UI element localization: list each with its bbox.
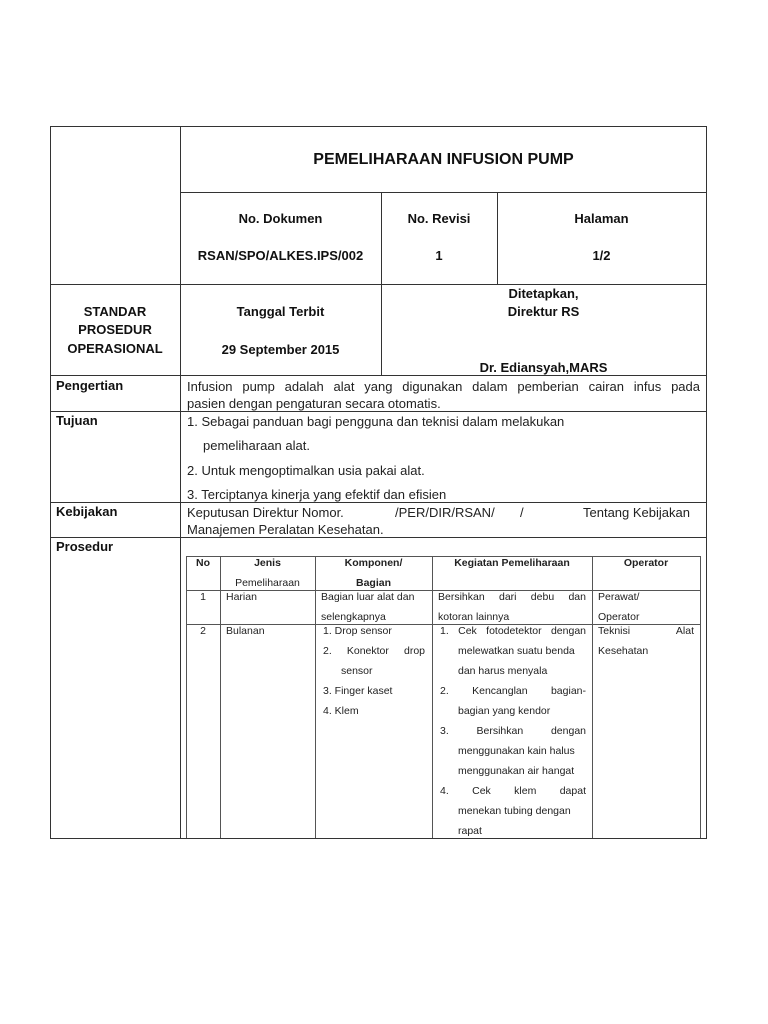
no-revisi-label: No. Revisi bbox=[407, 211, 471, 226]
row1-kegiatan-1: Bersihkan dari debu dan bbox=[438, 591, 586, 603]
sop-label-line2: PROSEDUR bbox=[78, 322, 152, 337]
row1-komponen-2: selengkapnya bbox=[321, 611, 386, 623]
inner-col-kegiatan bbox=[432, 556, 433, 838]
th-komponen-2: Bagian bbox=[355, 577, 391, 589]
kebijakan-text-a: Keputusan Direktur Nomor. bbox=[187, 505, 344, 520]
row1-operator-2: Operator bbox=[598, 611, 640, 623]
tanggal-terbit-label: Tanggal Terbit bbox=[236, 304, 325, 319]
tujuan-item-2: 2. Untuk mengoptimalkan usia pakai alat. bbox=[187, 463, 425, 478]
page-title: PEMELIHARAAN INFUSION PUMP bbox=[313, 151, 574, 168]
tujuan-item-3: 3. Terciptanya kinerja yang efektif dan efisien bbox=[187, 487, 447, 502]
row2-kegiatan-1: 1. Cek fotodetektor dengan bbox=[440, 625, 586, 637]
tanggal-terbit-value: 29 September 2015 bbox=[221, 342, 340, 357]
row2-kegiatan-11: rapat bbox=[458, 825, 482, 837]
halaman-label: Halaman bbox=[574, 211, 629, 226]
kebijakan-text-c: / bbox=[520, 505, 524, 520]
pengertian-label: Pengertian bbox=[56, 378, 124, 393]
row2-kegiatan-8: menggunakan air hangat bbox=[458, 765, 575, 777]
row2-komponen-3: sensor bbox=[341, 665, 373, 677]
th-kegiatan: Kegiatan Pemeliharaan bbox=[454, 557, 570, 569]
border-header-title bbox=[180, 192, 707, 193]
pengertian-text-line2: pasien dengan pengaturan secara otomatis. bbox=[187, 396, 441, 411]
row1-komponen-1: Bagian luar alat dan bbox=[321, 591, 415, 603]
sop-label-line3: OPERASIONAL bbox=[67, 341, 163, 356]
border-col1 bbox=[180, 126, 181, 838]
halaman-value: 1/2 bbox=[592, 248, 611, 263]
sop-label-line1: STANDAR bbox=[83, 304, 147, 319]
pengertian-text-line1: Infusion pump adalah alat yang digunakan dalam pemberian cairan infus pada bbox=[187, 379, 700, 394]
inner-col-komponen bbox=[315, 556, 316, 838]
row1-no: 1 bbox=[200, 591, 206, 603]
th-operator: Operator bbox=[623, 557, 669, 569]
border-sop bbox=[50, 375, 707, 376]
row2-kegiatan-2: melewatkan suatu benda bbox=[458, 645, 575, 657]
inner-col-operator bbox=[592, 556, 593, 838]
kebijakan-text-d: Tentang Kebijakan bbox=[583, 505, 690, 520]
inner-col-jenis bbox=[220, 556, 221, 838]
border-col3 bbox=[497, 192, 498, 284]
border-right bbox=[706, 126, 707, 838]
prosedur-label: Prosedur bbox=[56, 539, 114, 554]
th-jenis-2: Pemeliharaan bbox=[235, 577, 300, 589]
row2-operator-1: Teknisi Alat bbox=[598, 625, 694, 637]
row2-no: 2 bbox=[200, 625, 206, 637]
row1-operator-1: Perawat/ bbox=[598, 591, 640, 603]
tujuan-item-1b: pemeliharaan alat. bbox=[203, 438, 310, 453]
row2-kegiatan-5: bagian yang kendor bbox=[458, 705, 551, 717]
row2-kegiatan-3: dan harus menyala bbox=[458, 665, 548, 677]
row2-kegiatan-6: 3. Bersihkan dengan bbox=[440, 725, 586, 737]
row2-komponen-5: 4. Klem bbox=[323, 705, 359, 717]
tujuan-label: Tujuan bbox=[56, 413, 98, 428]
row2-kegiatan-9: 4. Cek klem dapat bbox=[440, 785, 586, 797]
no-revisi-value: 1 bbox=[435, 248, 443, 263]
row2-kegiatan-10: menekan tubing dengan bbox=[458, 805, 571, 817]
kebijakan-text-line2: Manajemen Peralatan Kesehatan. bbox=[187, 522, 384, 537]
inner-table-right bbox=[700, 556, 701, 838]
kebijakan-label: Kebijakan bbox=[56, 504, 118, 519]
row2-kegiatan-4: 2. Kencanglan bagian- bbox=[440, 685, 586, 697]
direktur-label: Direktur RS bbox=[507, 304, 580, 319]
th-jenis-1: Jenis bbox=[254, 557, 281, 569]
ditetapkan-label: Ditetapkan, bbox=[508, 286, 579, 301]
row1-kegiatan-2: kotoran lainnya bbox=[438, 611, 510, 623]
row2-jenis: Bulanan bbox=[226, 625, 265, 637]
kebijakan-text-b: /PER/DIR/RSAN/ bbox=[395, 505, 495, 520]
row2-komponen-4: 3. Finger kaset bbox=[323, 685, 393, 697]
tujuan-item-1a: 1. Sebagai panduan bagi pengguna dan teknisi dalam melakukan bbox=[187, 414, 565, 429]
row2-kegiatan-7: menggunakan kain halus bbox=[458, 745, 575, 757]
border-bottom bbox=[50, 838, 707, 839]
no-dokumen-label: No. Dokumen bbox=[238, 211, 323, 226]
border-top bbox=[50, 126, 707, 127]
th-komponen-1: Komponen/ bbox=[344, 557, 403, 569]
border-left bbox=[50, 126, 51, 838]
border-header-info bbox=[50, 284, 707, 285]
row2-komponen-2: 2. Konektor drop bbox=[323, 645, 425, 657]
row2-operator-2: Kesehatan bbox=[598, 645, 649, 657]
row1-jenis: Harian bbox=[226, 591, 257, 603]
no-dokumen-value: RSAN/SPO/ALKES.IPS/002 bbox=[197, 248, 364, 263]
signer-name: Dr. Ediansyah,MARS bbox=[479, 360, 608, 375]
th-no: No bbox=[196, 557, 210, 569]
row2-komponen-1: 1. Drop sensor bbox=[323, 625, 392, 637]
